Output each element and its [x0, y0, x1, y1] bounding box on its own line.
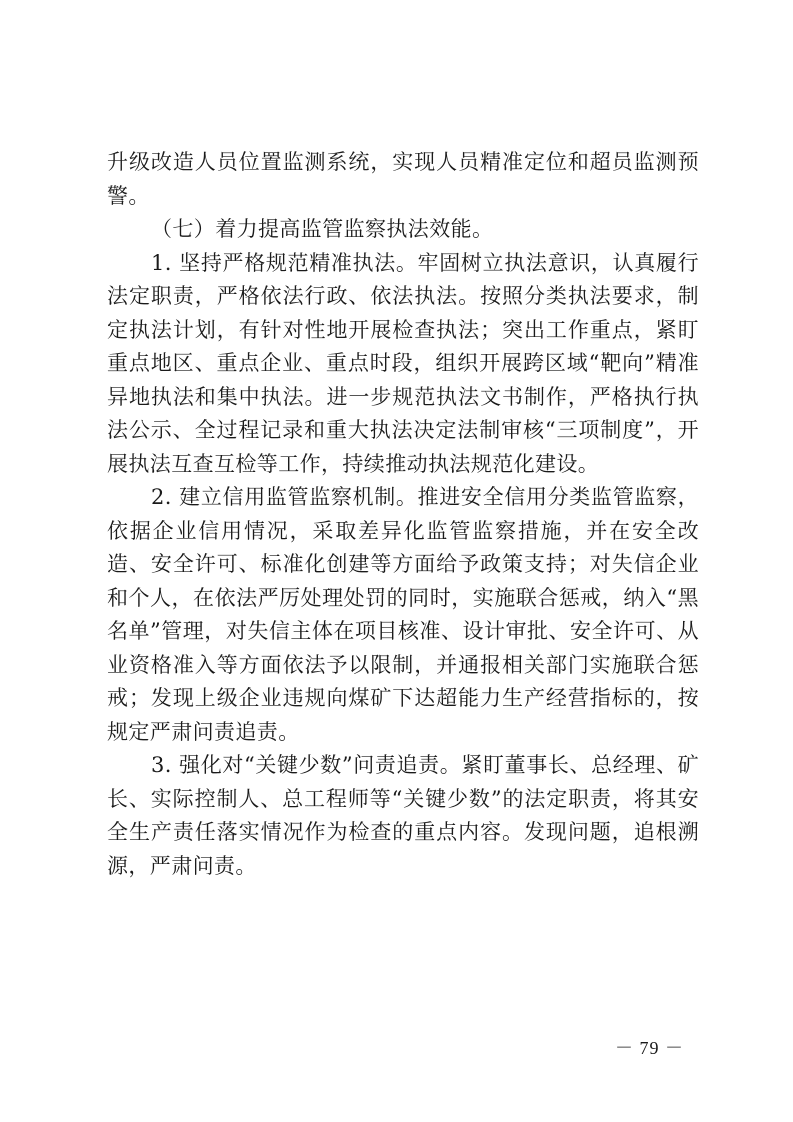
paragraph-item-3: 3. 强化对“关键少数”问责追责。紧盯董事长、总经理、矿长、实际控制人、总工程师等“关键少数”的法定职责，将其安全生产责任落实情况作为检查的重点内容。发现问题，追根溯源，严肃问责。	[107, 753, 699, 878]
body-text	[107, 146, 699, 883]
paragraph-continuation: 升级改造人员位置监测系统，实现人员精准定位和超员监测预警。	[107, 150, 699, 208]
section-heading: （七）着力提高监管监察执法效能。	[151, 217, 494, 241]
page-number: － 79 －	[615, 1038, 684, 1058]
paragraph-item-1: 1. 坚持严格规范精准执法。牢固树立执法意识，认真履行法定职责，严格依法行政、依法执法。按照分类执法要求，制定执法计划，有针对性地开展检查执法；突出工作重点，紧盯重点地区、重点企业、重点时段，组织开展跨区域“靶向”精准异地执法和集中执法。进一步规范执法文书制作，严格执行执法公示、全过程记录和重大执法决定法制审核“三项制度”，开展执法互查互检等工作，持续推动执法规范化建设。	[107, 250, 699, 476]
paragraph-item-2: 2. 建立信用监管监察机制。推进安全信用分类监管监察，依据企业信用情况，采取差异化监管监察措施，并在安全改造、安全许可、标准化创建等方面给予政策支持；对失信企业和个人，在依法严厉处理处罚的同时，实施联合惩戒，纳入“黑名单”管理，对失信主体在项目核准、设计审批、安全许可、从业资格准入等方面依法予以限制，并通报相关部门实施联合惩戒；发现上级企业违规向煤矿下达超能力生产经营指标的，按规定严肃问责追责。	[107, 485, 699, 744]
